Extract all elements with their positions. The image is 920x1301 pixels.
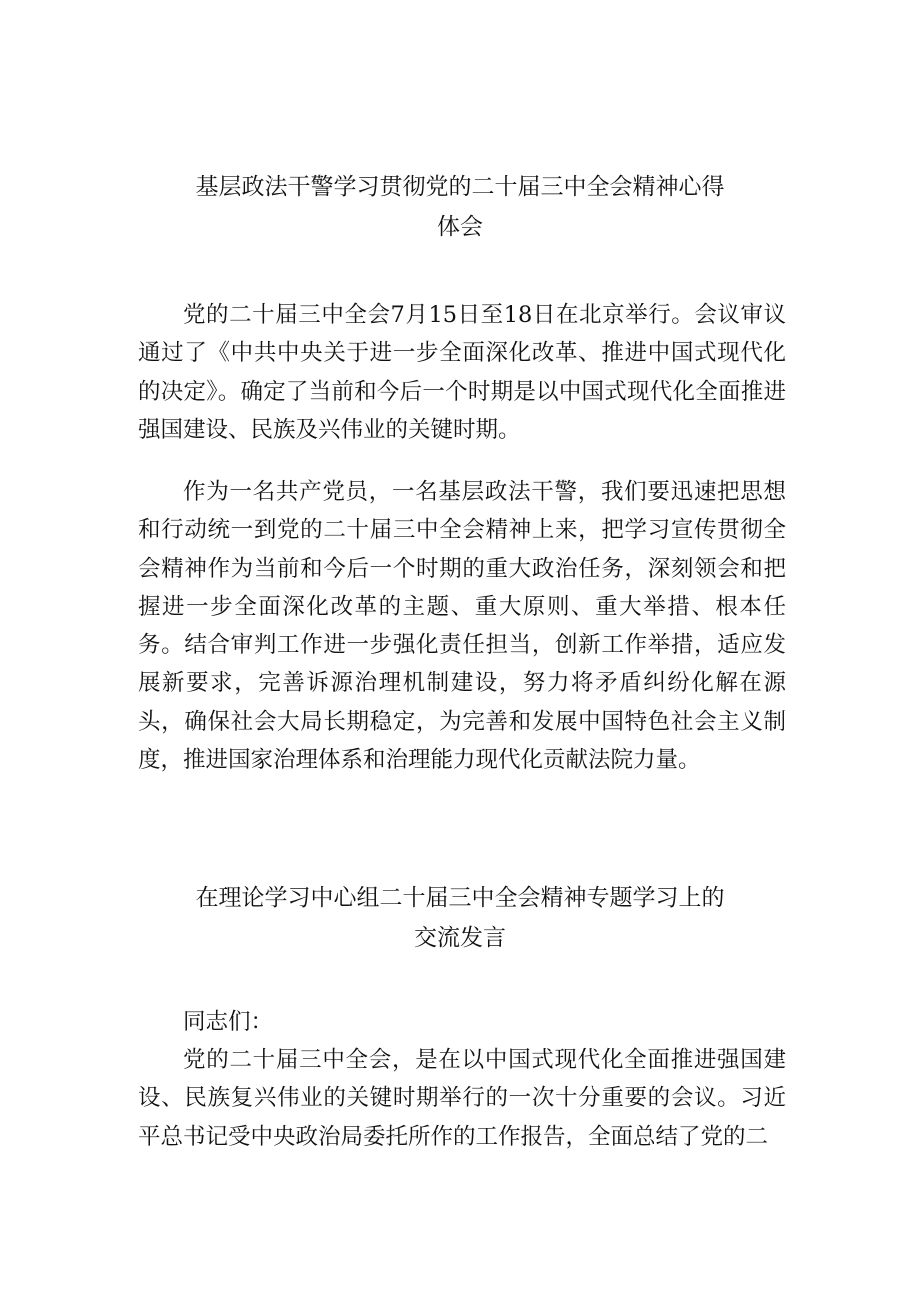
article2-paragraph-1: 党的二十届三中全会，是在以中国式现代化全面推进强国建设、民族复兴伟业的关键时期举行的一次十分重要的会议。习近平总书记受中央政治局委托所作的工作报告，全面总结了党的二 [138,1047,786,1150]
article2-title-line2: 交流发言 [414,925,506,951]
article1-title-line2: 体会 [437,214,483,240]
article1-title-line1: 基层政法干警学习贯彻党的二十届三中全会精神心得 [195,174,725,200]
article2-title [0,878,920,958]
article1-title [0,167,920,247]
article2-salutation: 同志们： [183,1009,274,1035]
article1-paragraph-1: 党的二十届三中全会7月15日至18日在北京举行。会议审议通过了《中共中央关于进一步全面深化改革、推进中国式现代化的决定》。确定了当前和今后一个时期是以中国式现代化全面推进强国建设、民族及兴伟业的关键时期。 [138,302,786,443]
article2-title-line1: 在理论学习中心组二十届三中全会精神专题学习上的 [195,885,725,911]
article1-paragraph-2: 作为一名共产党员，一名基层政法干警，我们要迅速把思想和行动统一到党的二十届三中全会精神上来，把学习宣传贯彻全会精神作为当前和今后一个时期的重大政治任务，深刻领会和把握进一步全面深化改革的主题、重大原则、重大举措、根本任务。结合审判工作进一步强化责任担当，创新工作举措，适应发展新要求，完善诉源治理机制建设，努力将矛盾纠纷化解在源头，确保社会大局长期稳定，为完善和发展中国特色社会主义制度，推进国家治理体系和治理能力现代化贡献法院力量。 [138,479,786,774]
